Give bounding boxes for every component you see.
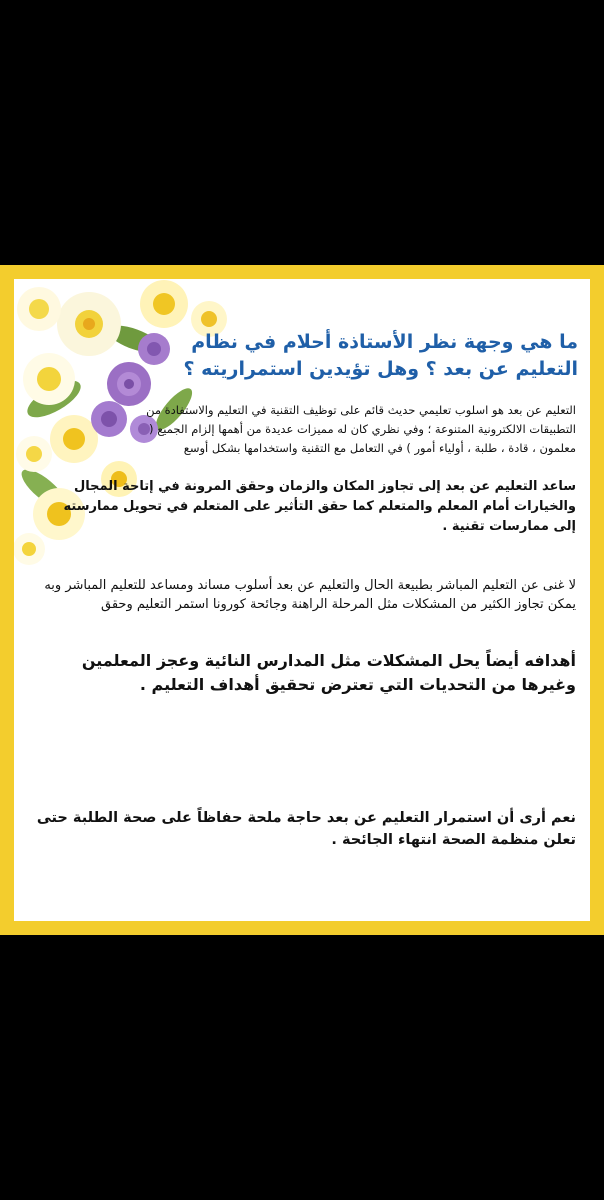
document-card: [0, 265, 604, 935]
paragraph-support: لا غنى عن التعليم المباشر بطبيعة الحال والتعليم عن بعد أسلوب مساند ومساعد للتعليم المباشر وبه يمكن تجاوز الكثير من المشكلات مثل المرحلة الراهنة وجائحة كورونا استمر التعليم وحقق: [44, 578, 576, 612]
paragraph-definition: التعليم عن بعد هو اسلوب تعليمي حديث قائم على توظيف التقنية في التعليم والاستفادة من التطبيقات الالكترونية المتنوعة ؛ وفي نظري كان له مميزات عديدة من أهمها إلزام الجميع ( معلمون ، قادة ، طلبة ، أولياء أمور ) في التعامل مع التقنية واستخدامها بشكل أوسع: [146, 403, 576, 455]
paragraph-goals: أهدافه أيضاً يحل المشكلات مثل المدارس النائية وعجز المعلمين وغيرها من التحديات التي تعترض تحقيق أهداف التعليم .: [81, 651, 576, 694]
page-title: ما هي وجهة نظر الأستاذة أحلام في نظام التعليم عن بعد ؟ وهل تؤيدين استمراريته ؟: [183, 331, 578, 380]
document-content: [14, 279, 590, 921]
paragraph-benefits: ساعد التعليم عن بعد إلى تجاوز المكان والزمان وحقق المرونة في إتاحة المجال والخيارات أمام المعلم والمتعلم كما حقق التأثير على المتعلم في تحويل ممارسته إلى ممارسات تقنية .: [63, 479, 576, 534]
paragraph-conclusion: نعم أرى أن استمرار التعليم عن بعد حاجة ملحة حفاظاً على صحة الطلبة حتى تعلن منظمة الصحة انتهاء الجائحة .: [36, 810, 576, 848]
